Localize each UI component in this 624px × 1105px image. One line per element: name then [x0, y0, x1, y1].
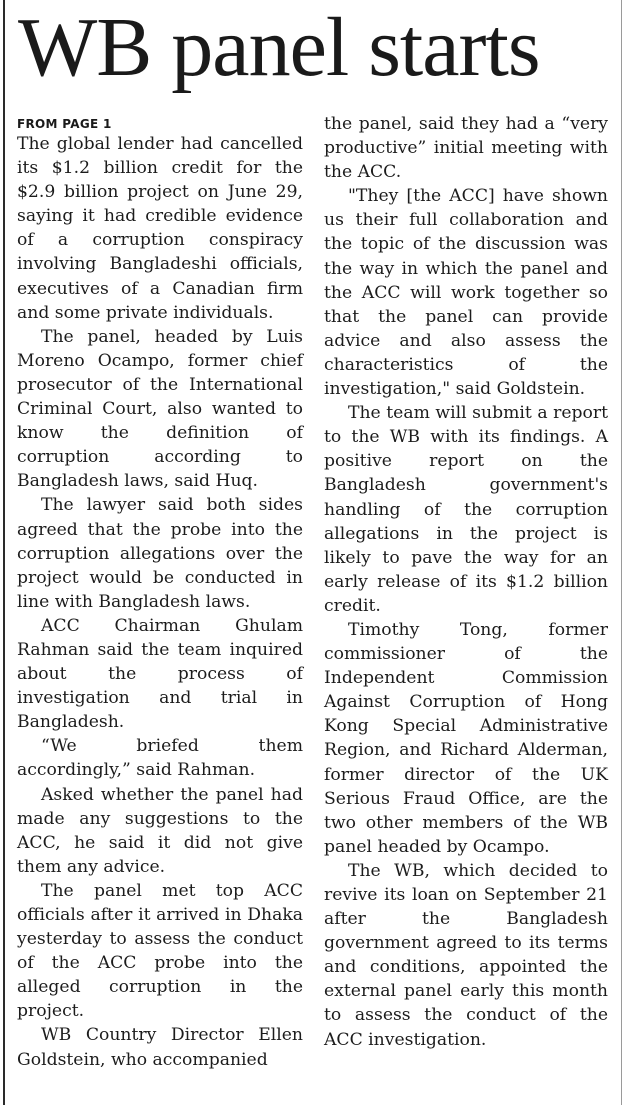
- paragraph: The global lender had cancelled its $1.2 billion credit for the $2.9 billion project on June 29, saying it had credible evidence of a corruption conspiracy involving Bangladeshi officials, executives of a Canadian firm and some private individuals.: [17, 134, 303, 323]
- paragraph: the panel, said they had a “very productive” initial meeting with the ACC.: [324, 114, 608, 183]
- jump-label: FROM PAGE 1: [17, 117, 112, 131]
- paragraph: Asked whether the panel had made any suggestions to the ACC, he said it did not give them any advice.: [17, 784, 303, 877]
- paragraph: ACC Chairman Ghulam Rahman said the team inquired about the process of investigation and trial in Bangladesh.: [17, 615, 303, 733]
- paragraph: Timothy Tong, former commissioner of the Independent Commission Against Corruption of Hong Kong Special Administrative Region, and Richard Alderman, former director of the UK Serious Fraud Office, are the two other members of the WB panel headed by Ocampo.: [324, 619, 608, 857]
- article-column-right: [324, 112, 608, 1052]
- paragraph: The panel met top ACC officials after it arrived in Dhaka yesterday to assess the conduct of the ACC probe into the alleged corruption in the project.: [17, 880, 303, 1022]
- paragraph: The WB, which decided to revive its loan on September 21 after the Bangladesh government agreed to its terms and conditions, appointed the external panel early this month to assess the conduct of the ACC investigation.: [324, 860, 608, 1050]
- paragraph: The team will submit a report to the WB with its findings. A positive report on the Bangladesh government's handling of the corruption allegations in the project is likely to pave the way for an early release of its $1.2 billion credit.: [324, 403, 608, 616]
- paragraph: The panel, headed by Luis Moreno Ocampo, former chief prosecutor of the International Criminal Court, also wanted to know the definition of corruption according to Bangladesh laws, said Huq.: [17, 326, 303, 492]
- headline: WB panel starts: [18, 1, 540, 94]
- paragraph: The lawyer said both sides agreed that the probe into the corruption allegations over the project would be conducted in line with Bangladesh laws.: [17, 495, 303, 612]
- paragraph: "They [the ACC] have shown us their full collaboration and the topic of the discussion was the way in which the panel and the ACC will work together so that the panel can provide advice and also assess the characteristics of the investigation," said Goldstein.: [324, 186, 608, 400]
- column-rule-right: [621, 0, 622, 1105]
- paragraph: “We briefed them accordingly,” said Rahman.: [17, 736, 303, 781]
- article-column-left: [17, 116, 303, 1072]
- column-rule-left: [3, 0, 5, 1105]
- paragraph: WB Country Director Ellen Goldstein, who accompanied: [17, 1025, 303, 1070]
